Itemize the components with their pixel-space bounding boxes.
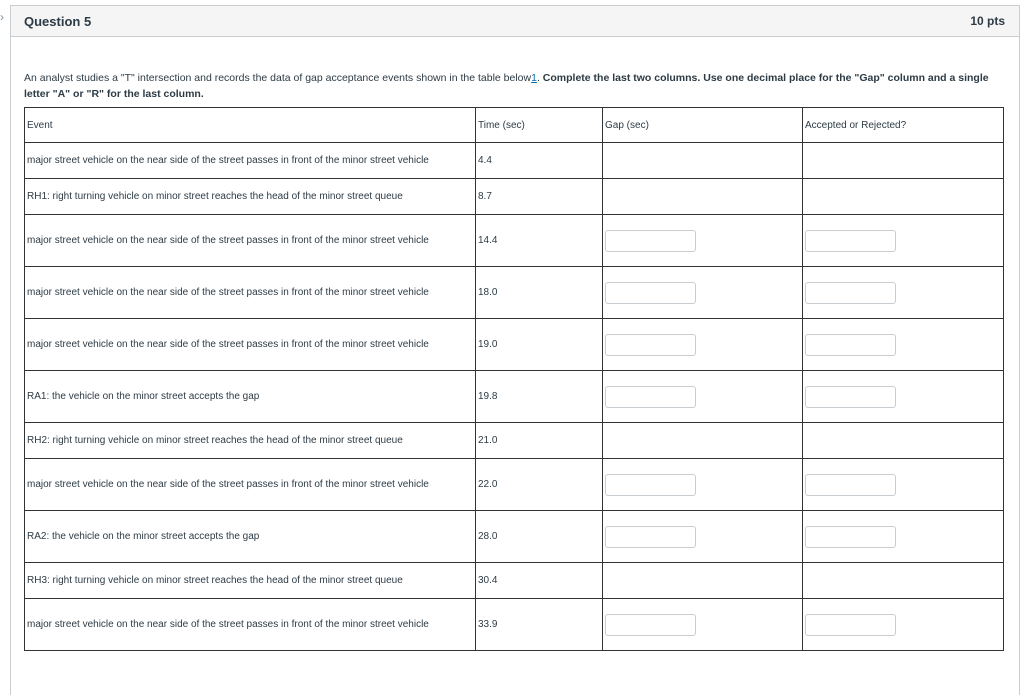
event-cell: RA2: the vehicle on the minor street accepts the gap (25, 511, 476, 563)
header-gap: Gap (sec) (603, 108, 803, 143)
accepted-rejected-input[interactable] (805, 526, 896, 548)
accepted-rejected-cell (803, 215, 1004, 267)
gap-cell (603, 423, 803, 459)
gap-cell (603, 267, 803, 319)
accepted-rejected-input[interactable] (805, 282, 896, 304)
gap-cell (603, 459, 803, 511)
accepted-rejected-cell (803, 423, 1004, 459)
event-cell: RH2: right turning vehicle on minor street reaches the head of the minor street queue (25, 423, 476, 459)
gap-cell (603, 371, 803, 423)
table-header-row (25, 108, 1004, 143)
gap-cell (603, 319, 803, 371)
gap-cell (603, 563, 803, 599)
gap-cell (603, 215, 803, 267)
accepted-rejected-cell (803, 371, 1004, 423)
time-cell: 19.8 (476, 371, 603, 423)
header-time: Time (sec) (476, 108, 603, 143)
collapse-chevron-icon[interactable]: › (0, 10, 4, 24)
table-row (25, 371, 1004, 423)
event-cell: major street vehicle on the near side of the street passes in front of the minor street vehicle (25, 599, 476, 651)
time-cell: 18.0 (476, 267, 603, 319)
accepted-rejected-cell (803, 511, 1004, 563)
table-row (25, 319, 1004, 371)
accepted-rejected-input[interactable] (805, 474, 896, 496)
event-cell: RH3: right turning vehicle on minor street reaches the head of the minor street queue (25, 563, 476, 599)
footnote-link[interactable]: 1 (531, 72, 537, 84)
event-cell: major street vehicle on the near side of the street passes in front of the minor street vehicle (25, 215, 476, 267)
accepted-rejected-cell (803, 563, 1004, 599)
time-cell: 4.4 (476, 143, 603, 179)
gap-cell (603, 599, 803, 651)
event-cell: major street vehicle on the near side of the street passes in front of the minor street vehicle (25, 267, 476, 319)
gap-acceptance-table (24, 107, 1004, 651)
event-cell: RA1: the vehicle on the minor street accepts the gap (25, 371, 476, 423)
time-cell: 28.0 (476, 511, 603, 563)
time-cell: 33.9 (476, 599, 603, 651)
gap-input[interactable] (605, 526, 696, 548)
time-cell: 22.0 (476, 459, 603, 511)
accepted-rejected-cell (803, 319, 1004, 371)
accepted-rejected-input[interactable] (805, 230, 896, 252)
event-cell: major street vehicle on the near side of the street passes in front of the minor street vehicle (25, 319, 476, 371)
accepted-rejected-input[interactable] (805, 614, 896, 636)
gap-input[interactable] (605, 334, 696, 356)
accepted-rejected-cell (803, 179, 1004, 215)
gap-input[interactable] (605, 474, 696, 496)
gap-cell (603, 179, 803, 215)
question-prompt: An analyst studies a "T" intersection and records the data of gap acceptance events shown in the table below1. Complete the last two columns. Use one decimal place for the "Gap" column and a single letter "A" or "R" for the last column. (24, 72, 989, 100)
accepted-rejected-input[interactable] (805, 334, 896, 356)
event-cell: major street vehicle on the near side of the street passes in front of the minor street vehicle (25, 143, 476, 179)
time-cell: 30.4 (476, 563, 603, 599)
table-row (25, 179, 1004, 215)
table-row (25, 267, 1004, 319)
table-row (25, 423, 1004, 459)
table-row (25, 459, 1004, 511)
time-cell: 21.0 (476, 423, 603, 459)
header-accepted-rejected: Accepted or Rejected? (803, 108, 1004, 143)
accepted-rejected-input[interactable] (805, 386, 896, 408)
gap-cell (603, 511, 803, 563)
question-title: Question 5 (24, 14, 92, 29)
question-points: 10 pts (970, 14, 1005, 28)
gap-input[interactable] (605, 614, 696, 636)
table-row (25, 511, 1004, 563)
table-row (25, 215, 1004, 267)
time-cell: 19.0 (476, 319, 603, 371)
accepted-rejected-cell (803, 143, 1004, 179)
event-cell: major street vehicle on the near side of the street passes in front of the minor street vehicle (25, 459, 476, 511)
accepted-rejected-cell (803, 459, 1004, 511)
question-header (11, 6, 1019, 37)
question-card (10, 5, 1020, 695)
gap-input[interactable] (605, 230, 696, 252)
table-row (25, 599, 1004, 651)
time-cell: 14.4 (476, 215, 603, 267)
accepted-rejected-cell (803, 599, 1004, 651)
gap-cell (603, 143, 803, 179)
event-cell: RH1: right turning vehicle on minor street reaches the head of the minor street queue (25, 179, 476, 215)
gap-input[interactable] (605, 282, 696, 304)
table-row (25, 563, 1004, 599)
prompt-instruction: Complete the last two columns. Use one decimal place for the "Gap" column and a single letter "A" or "R" for the last column. (24, 72, 989, 100)
header-event: Event (25, 108, 476, 143)
gap-input[interactable] (605, 386, 696, 408)
time-cell: 8.7 (476, 179, 603, 215)
prompt-text: An analyst studies a "T" intersection and records the data of gap acceptance events shown in the table below (24, 72, 532, 84)
table-row (25, 143, 1004, 179)
accepted-rejected-cell (803, 267, 1004, 319)
